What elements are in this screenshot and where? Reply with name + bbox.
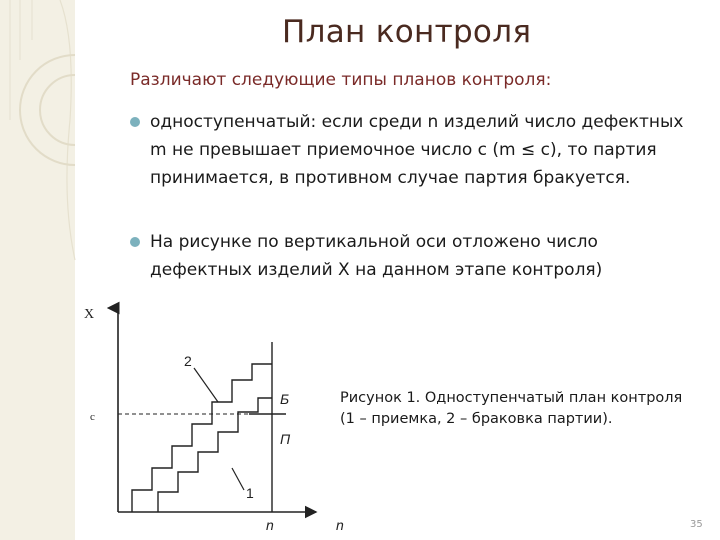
bullet-text: На рисунке по вертикальной оси отложено число дефектных изделий X на данном этапе контроля) (150, 232, 603, 280)
acceptance-staircase (158, 398, 272, 512)
caption-line: Рисунок 1. Одноступенчатый план контроля (340, 390, 683, 406)
label-accept: П (280, 431, 291, 447)
label-reject: Б (280, 391, 290, 407)
sampling-plan-diagram (84, 300, 344, 535)
slide-title: План контроля (282, 14, 532, 50)
bullet-text: одноступенчатый: если среди n изделий число дефектных m не превышает приемочное число c (m ≤ c), то партия принимается, в противном случае партия бракуется. (150, 112, 684, 188)
x-axis-label: n (336, 517, 344, 533)
c-level-label: c (90, 411, 95, 423)
page-number: 35 (690, 519, 703, 530)
label-1: 1 (246, 485, 254, 501)
intro-text: Различают следующие типы планов контроля: (130, 70, 552, 90)
label-2: 2 (184, 353, 192, 369)
caption-line: (1 – приемка, 2 – браковка партии). (340, 411, 613, 427)
bullet-item (130, 108, 700, 192)
x-axis-tick-n: n (266, 517, 274, 533)
leader-line-2 (194, 368, 218, 402)
leader-line-1 (232, 468, 244, 490)
figure-caption (340, 388, 710, 430)
bullet-dot-icon (130, 117, 140, 127)
decorative-curves (0, 0, 75, 540)
bullet-dot-icon (130, 237, 140, 247)
bullet-item (130, 228, 700, 284)
y-axis-label: X (84, 307, 95, 322)
decorative-side-panel (0, 0, 75, 540)
